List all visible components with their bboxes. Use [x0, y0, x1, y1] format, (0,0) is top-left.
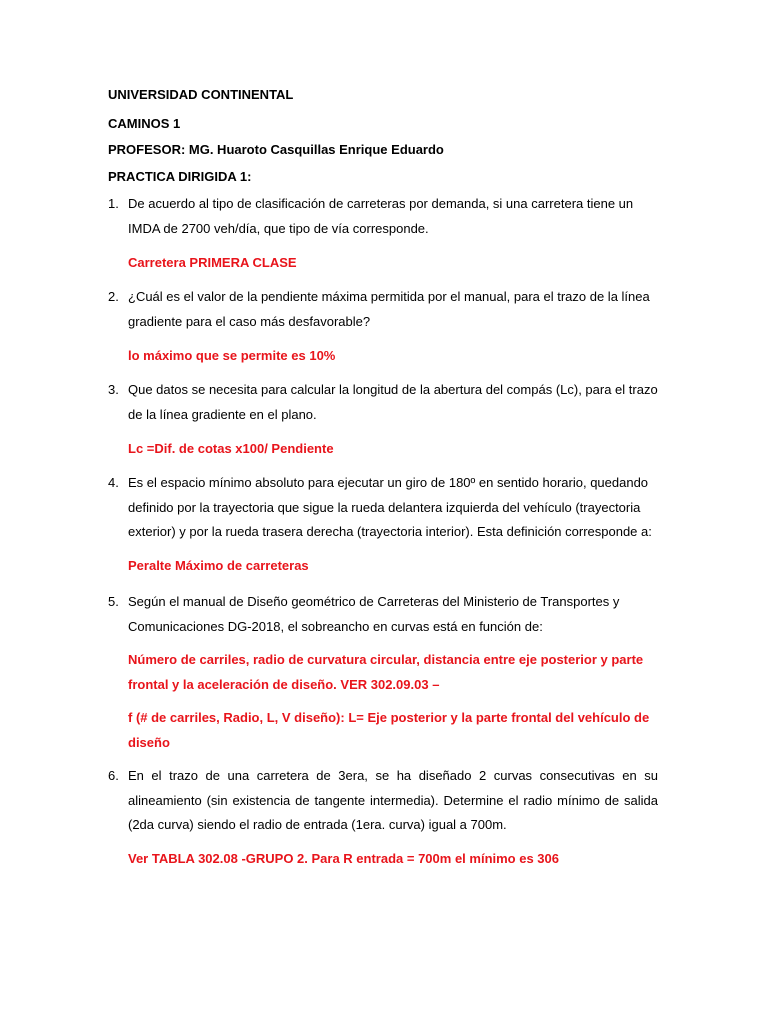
question-text: Es el espacio mínimo absoluto para ejecutar un giro de 180º en sentido horario, quedando definido por la trayectoria que sigue la rueda delantera izquierda del vehículo (trayectoria exterior) y por la rueda trasera derecha (trayectoria interior). Esta definición corresponde a:: [128, 475, 652, 539]
practice-heading: PRACTICA DIRIGIDA 1:: [108, 169, 252, 184]
question-4: [108, 471, 658, 545]
answer-5-formula: f (# de carriles, Radio, L, V diseño): L= Eje posterior y la parte frontal del vehículo de diseño: [128, 710, 650, 750]
question-3: [108, 378, 658, 427]
answer-4: Peralte Máximo de carreteras: [128, 558, 309, 573]
question-text: Que datos se necesita para calcular la longitud de la abertura del compás (Lc), para el trazo de la línea gradiente en el plano.: [128, 382, 658, 422]
question-text: De acuerdo al tipo de clasificación de carreteras por demanda, si una carretera tiene un IMDA de 2700 veh/día, que tipo de vía corresponde.: [128, 196, 634, 236]
question-number: 5.: [108, 594, 119, 609]
question-5: [108, 590, 658, 639]
question-number: 4.: [108, 475, 119, 490]
professor-heading: PROFESOR: MG. Huaroto Casquillas Enrique Eduardo: [108, 142, 444, 157]
question-number: 1.: [108, 196, 119, 211]
answer-3: Lc =Dif. de cotas x100/ Pendiente: [128, 441, 334, 456]
question-text: ¿Cuál es el valor de la pendiente máxima permitida por el manual, para el trazo de la línea gradiente para el caso más desfavorable?: [128, 289, 650, 329]
course-heading: CAMINOS 1: [108, 116, 181, 131]
question-text: Según el manual de Diseño geométrico de Carreteras del Ministerio de Transportes y Comunicaciones DG-2018, el sobreancho en curvas está en función de:: [128, 594, 620, 634]
answer-6: Ver TABLA 302.08 -GRUPO 2. Para R entrada = 700m el mínimo es 306: [128, 851, 559, 866]
answer-5: Número de carriles, radio de curvatura circular, distancia entre eje posterior y parte frontal y la aceleración de diseño. VER 302.09.03 –: [128, 652, 644, 692]
university-heading: UNIVERSIDAD CONTINENTAL: [108, 87, 294, 102]
question-text: En el trazo de una carretera de 3era, se ha diseñado 2 curvas consecutivas en su alineamiento (sin existencia de tangente intermedia). Determine el radio mínimo de salida (2da curva) siendo el radio de entrada (1era. curva) igual a 700m.: [128, 768, 658, 832]
answer-2: lo máximo que se permite es 10%: [128, 348, 336, 363]
question-number: 3.: [108, 382, 119, 397]
question-number: 6.: [108, 768, 119, 783]
answer-1: Carretera PRIMERA CLASE: [128, 255, 297, 270]
question-number: 2.: [108, 289, 119, 304]
question-2: [108, 285, 658, 334]
question-6: [108, 764, 658, 838]
question-1: [108, 192, 658, 241]
